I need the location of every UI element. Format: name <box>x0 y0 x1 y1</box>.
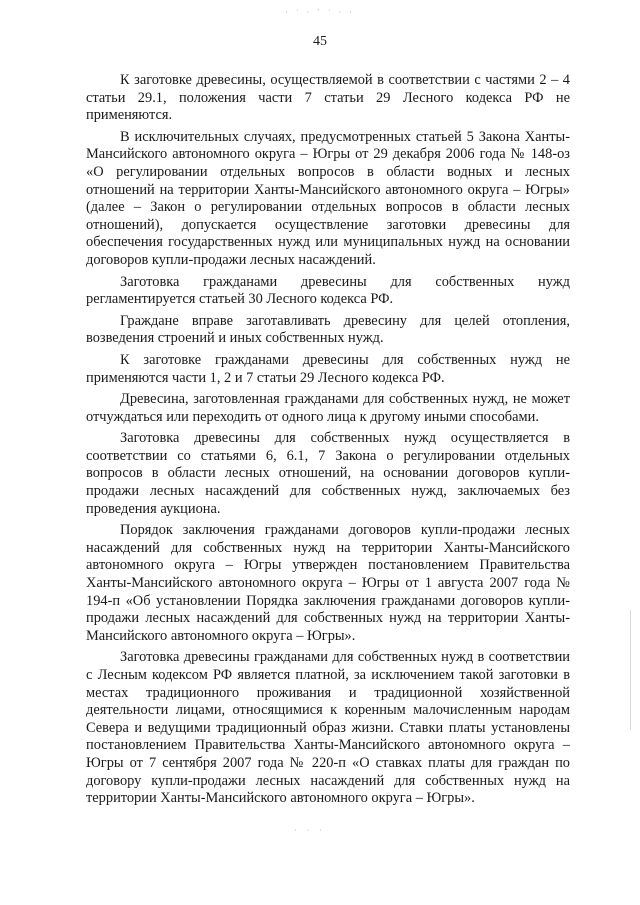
paragraph: Заготовка древесины гражданами для собственных нужд в соответствии с Лесным кодексом РФ является платной, за исключением такой заготовки в местах традиционного проживания и традиционной хозяйственной деятельности лицами, относящимися к коренным малочисленным народам Севера и ведущими традиционный образ жизни. Ставки платы установлены постановлением Правительства Ханты-Мансийского автономного округа – Югры от 7 сентября 2007 года № 220-п «О ставках платы для граждан по договору купли-продажи лесных насаждений для собственных нужд на территории Ханты-Мансийского автономного округа – Югры». <box>86 649 570 807</box>
page-number: 45 <box>313 34 327 49</box>
paragraph: В исключительных случаях, предусмотренных статьей 5 Закона Ханты-Мансийского автономного округа – Югры от 29 декабря 2006 года № 148-оз «О регулировании отдельных вопросов в области водных и лесных отношений на территории Ханты-Мансийского автономного округа – Югры» (далее – Закон о регулировании отдельных вопросов в области лесных отношений), допускается осуществление заготовки древесины для обеспечения государственных нужд или муниципальных нужд на основании договоров купли-продажи лесных насаждений. <box>86 128 570 268</box>
paragraph: Порядок заключения гражданами договоров купли-продажи лесных насаждений для собственных нужд на территории Ханты-Мансийского автономного округа – Югры утвержден постановлением Правительства Ханты-Мансийского автономного округа – Югры от 1 августа 2007 года № 194-п «Об установлении Порядка заключения гражданами договоров купли-продажи лесных насаждений для собственных нужд на территории Ханты-Мансийского автономного округа – Югры». <box>86 522 570 644</box>
document-body <box>86 72 570 812</box>
paragraph: Древесина, заготовленная гражданами для собственных нужд, не может отчуждаться или переходить от одного лица к другому иными способами. <box>86 391 570 425</box>
paragraph: К заготовке древесины, осуществляемой в соответствии с частями 2 – 4 статьи 29.1, положения части 7 статьи 29 Лесного кодекса РФ не применяются. <box>86 72 570 124</box>
paragraph: Заготовка древесины для собственных нужд осуществляется в соответствии со статьями 6, 6.1, 7 Закона о регулировании отдельных вопросов в области лесных отношений, на основании договоров купли-продажи лесных насаждений для собственных нужд, заключаемых без проведения аукциона. <box>86 430 570 517</box>
scan-edge-shadow <box>630 610 631 730</box>
paragraph: Граждане вправе заготавливать древесину для целей отопления, возведения строений и иных собственных нужд. <box>86 312 570 347</box>
paragraph: Заготовка гражданами древесины для собственных нужд регламентируется статьей 30 Лесного кодекса РФ. <box>86 273 570 308</box>
scan-noise-bottom: · · · <box>294 826 326 835</box>
paragraph: К заготовке гражданами древесины для собственных нужд не применяются части 1, 2 и 7 статьи 29 Лесного кодекса РФ. <box>86 351 570 386</box>
scan-noise: · ˙ · ` ˙ · · <box>285 8 355 17</box>
